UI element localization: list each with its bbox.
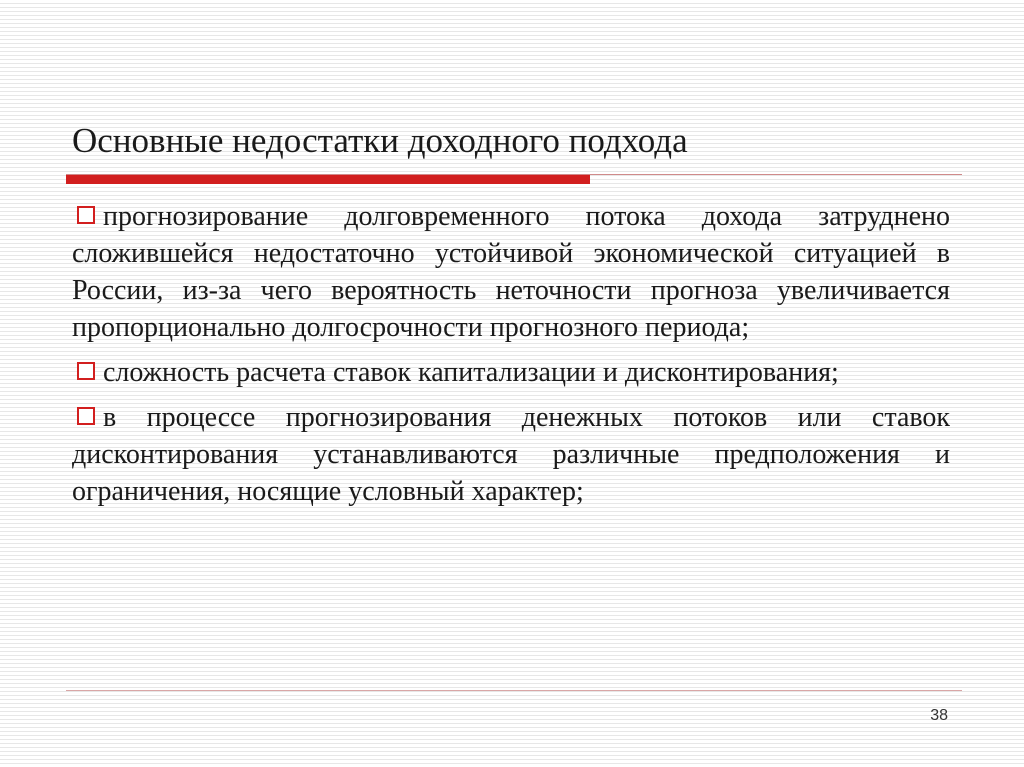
bullet-text: прогнозирование долговременного потока дохода затруднено сложившейся недостаточно устойчивой экономической ситуацией в России, из-за чего вероятность неточности прогноза увеличивается пропорционально долгосрочности прогнозного периода; <box>72 201 950 343</box>
bullet-list <box>72 198 950 518</box>
bullet-item-rate-complexity <box>72 354 950 391</box>
hollow-square-icon <box>77 206 95 224</box>
bullet-text: в процессе прогнозирования денежных потоков или ставок дисконтирования устанавливаются различные предположения и ограничения, носящие условный характер; <box>72 402 950 507</box>
slide-title: Основные недостатки доходного подхода <box>72 121 688 160</box>
bullet-item-assumptions <box>72 399 950 510</box>
bullet-item-forecast-difficulty <box>72 198 950 346</box>
page-number: 38 <box>930 707 948 724</box>
hollow-square-icon <box>77 407 95 425</box>
footer-divider <box>66 690 962 691</box>
title-divider-accent <box>66 175 590 184</box>
bullet-text: сложность расчета ставок капитализации и дисконтирования; <box>103 357 839 388</box>
hollow-square-icon <box>77 362 95 380</box>
